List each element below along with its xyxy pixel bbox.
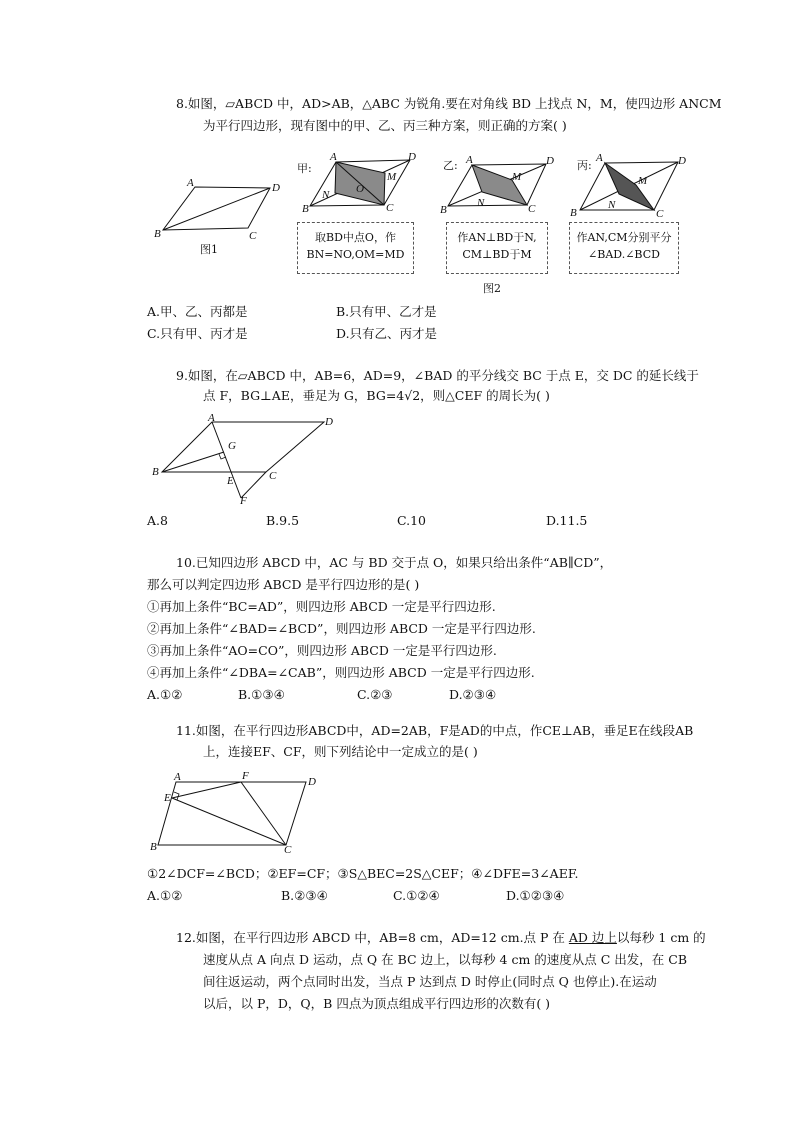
- q10-item-2: ②再加上条件“∠BAD=∠BCD”，则四边形 ABCD 一定是平行四边形.: [147, 621, 536, 636]
- q8-bing-label: 丙:: [577, 159, 592, 172]
- q8-fig2-caption: 图2: [483, 282, 501, 295]
- svg-text:F: F: [242, 770, 249, 782]
- svg-text:B: B: [154, 228, 161, 240]
- q8-stem-line2: 为平行四边形，现有图中的甲、乙、丙三种方案，则正确的方案( ): [203, 118, 567, 133]
- svg-text:C: C: [269, 470, 277, 482]
- q11-stem-line1: 11.如图，在平行四边形ABCD中，AD=2AB，F是AD的中点，作CE⊥AB，垂足E在线段AB: [176, 723, 694, 738]
- svg-text:C: C: [386, 202, 394, 214]
- q9-stem-line1: 9.如图，在▱ABCD 中，AB=6，AD=9，∠BAD 的平分线交 BC 于点 E，交 DC 的延长线于: [176, 368, 699, 383]
- svg-text:F: F: [240, 495, 247, 507]
- svg-text:D: D: [408, 151, 416, 163]
- svg-text:N: N: [608, 199, 616, 211]
- q8-yi-label: 乙:: [443, 159, 458, 172]
- svg-text:M: M: [638, 175, 648, 187]
- svg-text:C: C: [528, 203, 536, 215]
- q9-figure: [150, 412, 350, 507]
- q12-stem-line4: 以后，以 P，D，Q，B 四点为顶点组成平行四边形的次数有( ): [203, 996, 551, 1011]
- svg-text:D: D: [546, 155, 554, 167]
- q10-option-d[interactable]: D.②③④: [449, 687, 497, 702]
- svg-text:A: A: [466, 154, 473, 166]
- q8-option-b[interactable]: B.只有甲、乙才是: [336, 304, 437, 319]
- q8-jia-label: 甲:: [297, 162, 312, 175]
- svg-text:C: C: [656, 208, 664, 220]
- svg-text:A: A: [208, 412, 215, 424]
- q11-figure: [150, 770, 330, 855]
- svg-text:O: O: [356, 183, 364, 195]
- svg-text:N: N: [477, 197, 485, 209]
- svg-text:B: B: [570, 207, 577, 219]
- q8-box-jia: 取BD中点O，作 BN=NO,OM=MD: [297, 222, 414, 274]
- q8-option-c[interactable]: C.只有甲、丙才是: [147, 326, 248, 341]
- svg-text:M: M: [387, 171, 397, 183]
- q8-stem-line1: 8.如图，▱ABCD 中，AD>AB，△ABC 为锐角.要在对角线 BD 上找点 N，M，使四边形 ANCM: [176, 96, 722, 111]
- q10-stem-line1: 10.已知四边形 ABCD 中，AC 与 BD 交于点 O，如果只给出条件“AB∥CD”，: [176, 555, 613, 570]
- q10-stem-line2: 那么可以判定四边形 ABCD 是平行四边形的是( ): [147, 577, 420, 592]
- svg-text:G: G: [228, 440, 236, 452]
- q8-box-bing: 作AN,CM分别平分 ∠BAD.∠BCD: [569, 222, 679, 274]
- svg-text:C: C: [284, 844, 292, 856]
- q9-option-b[interactable]: B.9.5: [266, 513, 300, 528]
- q8-option-d[interactable]: D.只有乙、丙才是: [336, 326, 438, 341]
- q12-stem-line1: 12.如图，在平行四边形 ABCD 中，AB=8 cm，AD=12 cm.点 P 在 AD 边上以每秒 1 cm 的: [176, 930, 706, 945]
- q10-option-a[interactable]: A.①②: [147, 687, 183, 702]
- svg-text:A: A: [596, 152, 603, 164]
- svg-text:B: B: [150, 841, 157, 853]
- q8-figure-yi: [440, 150, 560, 220]
- svg-text:A: A: [174, 771, 181, 783]
- q11-option-c[interactable]: C.①②④: [393, 888, 440, 903]
- q9-option-d[interactable]: D.11.5: [546, 513, 588, 528]
- q8-figure-bing: [570, 150, 690, 220]
- q11-option-d[interactable]: D.①②③④: [506, 888, 565, 903]
- svg-text:B: B: [152, 466, 159, 478]
- q10-option-b[interactable]: B.①③④: [238, 687, 285, 702]
- q12-stem-line3: 间往返运动，两个点同时出发，当点 P 达到点 D 时停止(同时点 Q 也停止).在运动: [203, 974, 657, 989]
- q10-item-3: ③再加上条件“AO=CO”，则四边形 ABCD 一定是平行四边形.: [147, 643, 497, 658]
- q11-stem-line2: 上，连接EF、CF，则下列结论中一定成立的是( ): [203, 744, 478, 759]
- q9-stem-line2: 点 F，BG⊥AE，垂足为 G，BG=4√2，则△CEF 的周长为( ): [203, 388, 550, 403]
- q11-conclusions: ①2∠DCF=∠BCD；②EF=CF；③S△BEC=2S△CEF；④∠DFE=3∠AEF.: [147, 866, 579, 881]
- q12-underlined-phrase: AD 边上: [568, 930, 617, 945]
- svg-text:D: D: [308, 776, 316, 788]
- svg-text:A: A: [187, 177, 194, 189]
- svg-text:C: C: [249, 230, 257, 242]
- q8-box-yi: 作AN⊥BD于N, CM⊥BD于M: [446, 222, 548, 274]
- svg-text:B: B: [440, 204, 447, 216]
- svg-text:D: D: [272, 182, 280, 194]
- q8-fig1-caption: 图1: [200, 243, 218, 256]
- svg-text:M: M: [512, 171, 522, 183]
- q9-option-a[interactable]: A.8: [147, 513, 168, 528]
- svg-text:B: B: [302, 203, 309, 215]
- svg-text:A: A: [330, 151, 337, 163]
- svg-text:E: E: [227, 475, 234, 487]
- svg-text:D: D: [678, 155, 686, 167]
- q11-option-b[interactable]: B.②③④: [281, 888, 328, 903]
- svg-text:D: D: [325, 416, 333, 428]
- q8-figure-jia: [300, 150, 430, 220]
- svg-text:N: N: [322, 189, 330, 201]
- q8-option-a[interactable]: A.甲、乙、丙都是: [147, 304, 248, 319]
- q9-option-c[interactable]: C.10: [397, 513, 426, 528]
- q12-stem-line2: 速度从点 A 向点 D 运动，点 Q 在 BC 边上，以每秒 4 cm 的速度从点 C 出发，在 CB: [203, 952, 688, 967]
- q10-item-1: ①再加上条件“BC=AD”，则四边形 ABCD 一定是平行四边形.: [147, 599, 496, 614]
- q11-option-a[interactable]: A.①②: [147, 888, 183, 903]
- q10-option-c[interactable]: C.②③: [357, 687, 393, 702]
- q10-item-4: ④再加上条件“∠DBA=∠CAB”，则四边形 ABCD 一定是平行四边形.: [147, 665, 535, 680]
- svg-text:E: E: [164, 792, 171, 804]
